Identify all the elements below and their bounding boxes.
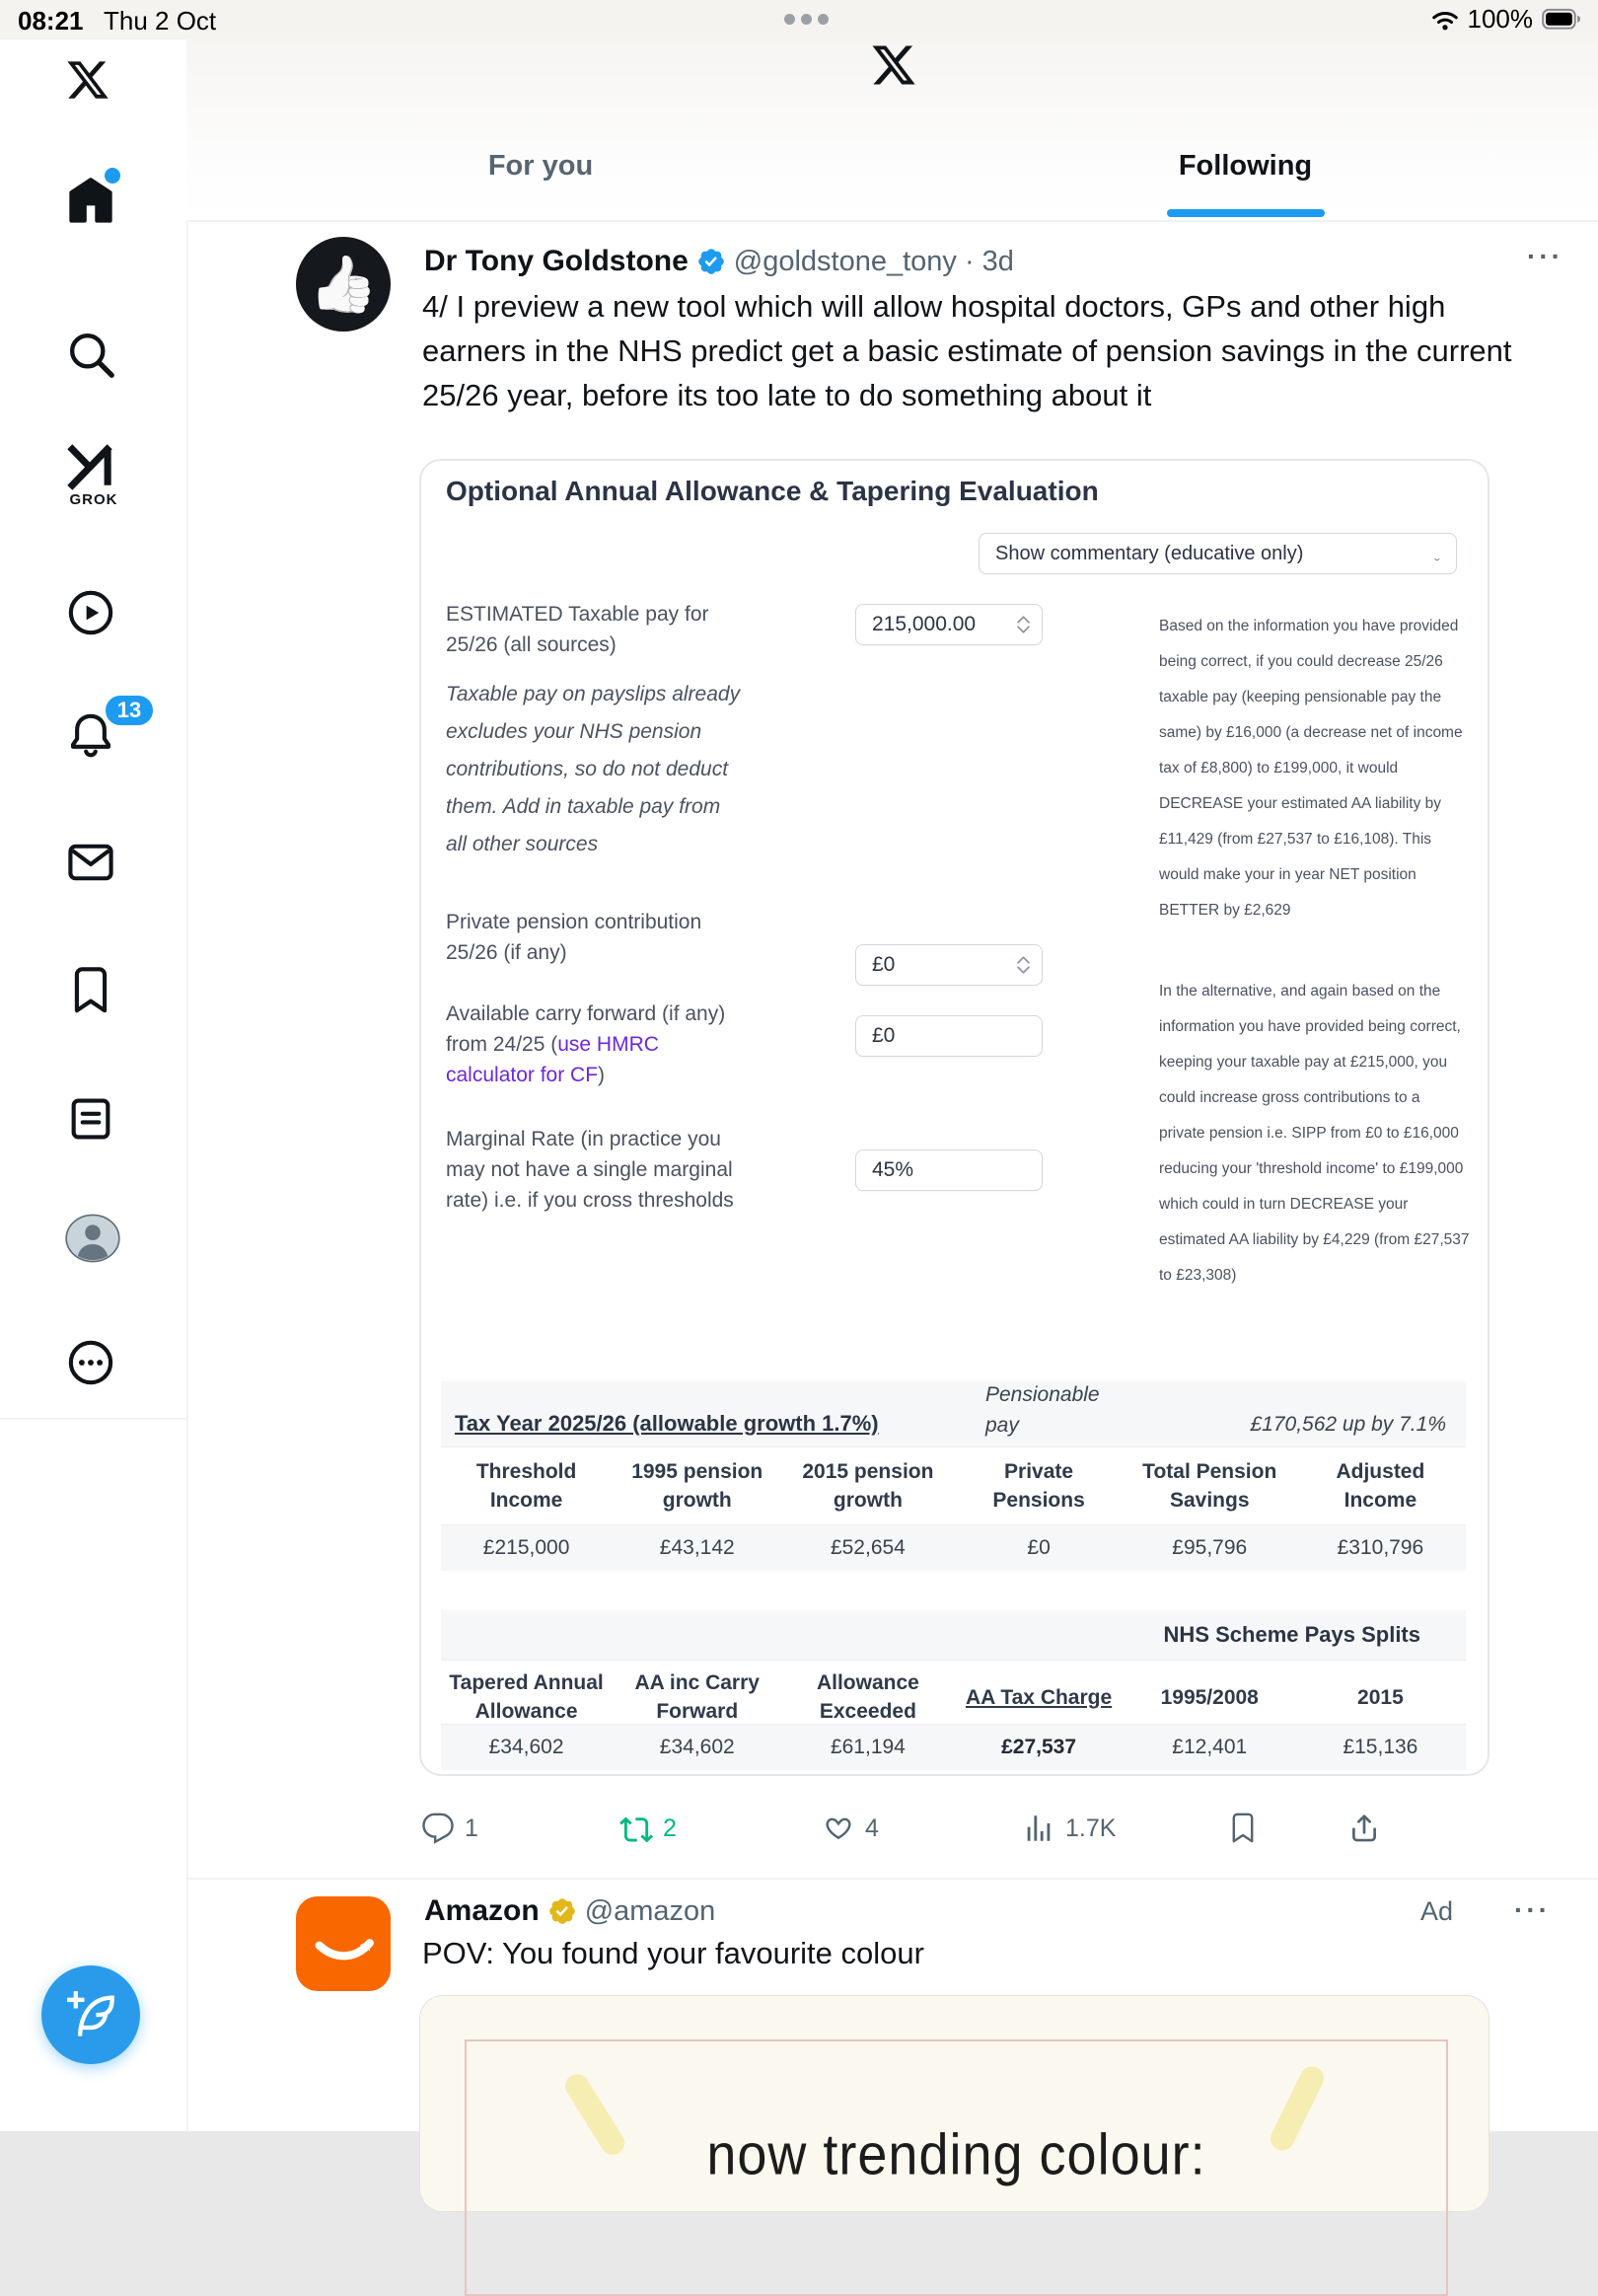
table-cell: £34,602 — [659, 1736, 735, 1758]
carry-forward-input[interactable] — [855, 1015, 1043, 1057]
scheme-pays-header-row — [441, 1661, 1466, 1725]
table-cell: £310,796 — [1337, 1536, 1424, 1559]
thumbs-up-xray-image: 👍 — [309, 253, 378, 315]
number-stepper-icon[interactable] — [1017, 956, 1030, 974]
ad-media-text: now trending colour: — [706, 2122, 1206, 2187]
views-button[interactable] — [1022, 1812, 1116, 1845]
reply-icon — [421, 1812, 455, 1845]
ad-handle[interactable]: @amazon — [584, 1894, 716, 1927]
sidebar-item-notifications[interactable] — [65, 698, 142, 766]
tax-year-table — [441, 1381, 1466, 1571]
reply-count: 1 — [465, 1814, 478, 1842]
hmrc-calculator-link[interactable]: use HMRC calculator for CF — [446, 1033, 659, 1086]
sidebar-item-home[interactable] — [65, 176, 122, 233]
taxable-pay-value: 215,000.00 — [872, 613, 977, 635]
number-stepper-icon[interactable] — [1017, 616, 1030, 633]
commentary-paragraph-1: Based on the information you have provided being correct, if you could decrease 25/26 taxable pay (keeping pensionable pay the same) by £16,000 (a decrease net of income tax of £8,800) to £199,000, it would DECREASE your estimated AA liability by £11,429 (from £27,537 to £16,108). This would make your in year NET position BETTER by £2,629 — [1159, 618, 1463, 919]
status-date: Thu 2 Oct — [104, 6, 217, 36]
marginal-rate-input[interactable] — [855, 1149, 1043, 1191]
scheme-pays-table — [441, 1610, 1466, 1770]
multitasking-dots-icon[interactable] — [784, 14, 829, 25]
tweet-separator: · — [964, 245, 975, 277]
table-cell: £43,142 — [659, 1536, 735, 1559]
sidebar-item-bookmarks[interactable] — [65, 965, 122, 1022]
ad-media-inner-frame — [465, 2039, 1448, 2296]
home-unread-dot — [105, 168, 120, 184]
marginal-rate-value: 45% — [872, 1158, 914, 1181]
ad-label: Ad — [1420, 1896, 1454, 1926]
tweet-display-name[interactable]: Dr Tony Goldstone — [424, 245, 689, 277]
pensionable-pay-label: Pensionable pay — [985, 1383, 1100, 1437]
sidebar-item-more[interactable] — [65, 1337, 122, 1394]
sidebar-border — [186, 39, 188, 2131]
ad-display-name[interactable]: Amazon — [424, 1894, 540, 1927]
tweet-body: 4/ I preview a new tool which will allow hospital doctors, GPs and other high earners in the NHS predict get a basic estimate of pension savings in the current 25/26 year, before its too late to do something about it — [422, 289, 1512, 412]
ad-more-menu[interactable]: ··· — [1514, 1894, 1551, 1925]
repost-button[interactable] — [619, 1812, 677, 1845]
col-header: Adjusted Income — [1336, 1460, 1425, 1512]
table-cell: £0 — [1027, 1536, 1051, 1559]
chevron-down-icon: ˆ — [1434, 545, 1440, 563]
status-time: 08:21 — [18, 6, 84, 36]
notifications-badge: 13 — [103, 693, 156, 728]
grok-label: GROK — [69, 491, 118, 508]
table-cell: £34,602 — [488, 1736, 564, 1758]
taxable-pay-input[interactable] — [855, 604, 1043, 645]
marginal-rate-label: Marginal Rate (in practice you may not have a single marginal rate) i.e. if you cross thresholds — [446, 1128, 734, 1212]
sidebar-divider — [0, 1418, 186, 1420]
wifi-icon — [1430, 7, 1460, 33]
tweet-avatar[interactable] — [296, 237, 391, 332]
sidebar-x-logo[interactable] — [65, 57, 122, 114]
battery-icon — [1541, 7, 1582, 33]
repost-icon — [619, 1812, 653, 1845]
col-header-aa-tax-charge: AA Tax Charge — [965, 1685, 1113, 1709]
table-cell: £215,000 — [482, 1536, 570, 1559]
tab-active-indicator — [1167, 209, 1325, 217]
tweet-divider — [188, 1878, 1598, 1880]
sidebar-nav — [0, 39, 186, 2131]
compose-button[interactable] — [41, 1965, 140, 2064]
sidebar-item-profile[interactable] — [65, 1214, 122, 1271]
scheme-pays-caption: NHS Scheme Pays Splits — [1163, 1622, 1420, 1647]
share-icon — [1347, 1812, 1381, 1845]
col-header: AA inc Carry Forward — [634, 1671, 760, 1723]
carry-forward-label-text: Available carry forward (if any) from 24/25 ( — [446, 1002, 726, 1056]
like-count: 4 — [865, 1814, 879, 1842]
repost-count: 2 — [663, 1814, 677, 1842]
sidebar-item-lists[interactable] — [65, 1093, 122, 1150]
taxable-pay-label: ESTIMATED Taxable pay for 25/26 (all sources) — [446, 603, 709, 656]
commentary-paragraph-2: In the alternative, and again based on the information you have provided being correct, keeping your taxable pay at £215,000, you could increase gross contributions to a private pension i.e. SIPP from £0 to £16,000 reducing your 'threshold income' to £199,000 which could in turn DECREASE your estimated AA liability by £4,229 (from £27,537 to £23,308) — [1159, 983, 1470, 1284]
ad-media-card[interactable] — [419, 1995, 1489, 2212]
pensionable-pay-value: £170,562 up by 7.1% — [1250, 1413, 1446, 1436]
verified-badge-icon — [696, 247, 726, 276]
col-header: Private Pensions — [992, 1460, 1085, 1512]
battery-percent: 100% — [1467, 4, 1533, 34]
table-cell: £12,401 — [1172, 1736, 1248, 1758]
table-cell: £61,194 — [830, 1736, 906, 1758]
tax-year-table-caption-row — [441, 1381, 1466, 1447]
tweet-handle[interactable]: @goldstone_tony — [733, 245, 957, 277]
private-pension-value: £0 — [872, 953, 896, 976]
bookmark-button[interactable] — [1226, 1812, 1260, 1845]
x-logo[interactable] — [870, 41, 917, 89]
col-header: 1995/2008 — [1160, 1685, 1259, 1709]
pension-tool-card[interactable] — [419, 459, 1489, 1776]
amazon-avatar[interactable] — [296, 1896, 391, 1991]
col-header: Threshold Income — [475, 1460, 577, 1512]
tax-year-caption: Tax Year 2025/26 (allowable growth 1.7%) — [455, 1411, 879, 1436]
sidebar-item-explore[interactable] — [65, 329, 122, 386]
tab-following[interactable]: Following — [1178, 150, 1313, 182]
commentary-dropdown[interactable] — [979, 533, 1457, 574]
tweet-timestamp[interactable]: 3d — [981, 245, 1014, 277]
tool-title: Optional Annual Allowance & Tapering Evaluation — [446, 476, 1099, 506]
col-header: 2015 — [1357, 1685, 1404, 1709]
table-cell: £95,796 — [1172, 1536, 1248, 1559]
col-header: 2015 pension growth — [802, 1460, 934, 1512]
scheme-pays-caption-row — [441, 1610, 1466, 1661]
commentary-dropdown-value: Show commentary (educative only) — [995, 542, 1304, 564]
tweet-more-menu[interactable]: ··· — [1527, 241, 1563, 271]
tab-for-you[interactable]: For you — [487, 150, 594, 182]
timeline-header — [0, 39, 1598, 222]
views-count: 1.7K — [1065, 1814, 1117, 1842]
heart-icon — [822, 1812, 855, 1845]
sidebar-item-video[interactable] — [65, 587, 122, 644]
table-cell: £15,136 — [1343, 1736, 1418, 1758]
sidebar-item-grok[interactable] — [65, 442, 122, 508]
gold-verified-badge-icon — [547, 1896, 577, 1926]
analytics-icon — [1022, 1812, 1055, 1845]
col-header: Allowance Exceeded — [816, 1671, 919, 1723]
tax-year-table-header-row — [441, 1447, 1466, 1525]
taxable-pay-note: Taxable pay on payslips already excludes your NHS pension contributions, so do not deduct them. Add in taxable pay from all other sources — [446, 683, 741, 855]
reply-button[interactable] — [421, 1812, 478, 1845]
table-cell-aa-tax-charge: £27,537 — [1001, 1736, 1077, 1758]
carry-forward-label — [446, 999, 742, 1090]
col-header: Total Pension Savings — [1142, 1460, 1277, 1512]
table-cell: £52,654 — [830, 1536, 906, 1559]
col-header: Tapered Annual Allowance — [449, 1671, 604, 1723]
status-bar — [0, 0, 1598, 39]
ad-body: POV: You found your favourite colour — [422, 1936, 924, 1970]
col-header: 1995 pension growth — [631, 1460, 763, 1512]
sidebar-item-messages[interactable] — [65, 837, 122, 894]
share-button[interactable] — [1347, 1812, 1381, 1845]
amazon-smile-icon — [305, 1905, 382, 1982]
carry-forward-label-close: ) — [598, 1064, 606, 1086]
carry-forward-value: £0 — [872, 1024, 896, 1047]
private-pension-input[interactable] — [855, 944, 1043, 986]
bookmark-icon — [1226, 1812, 1260, 1845]
like-button[interactable] — [822, 1812, 879, 1845]
tax-year-table-value-row — [441, 1525, 1466, 1571]
private-pension-label: Private pension contribution 25/26 (if any) — [446, 911, 702, 964]
